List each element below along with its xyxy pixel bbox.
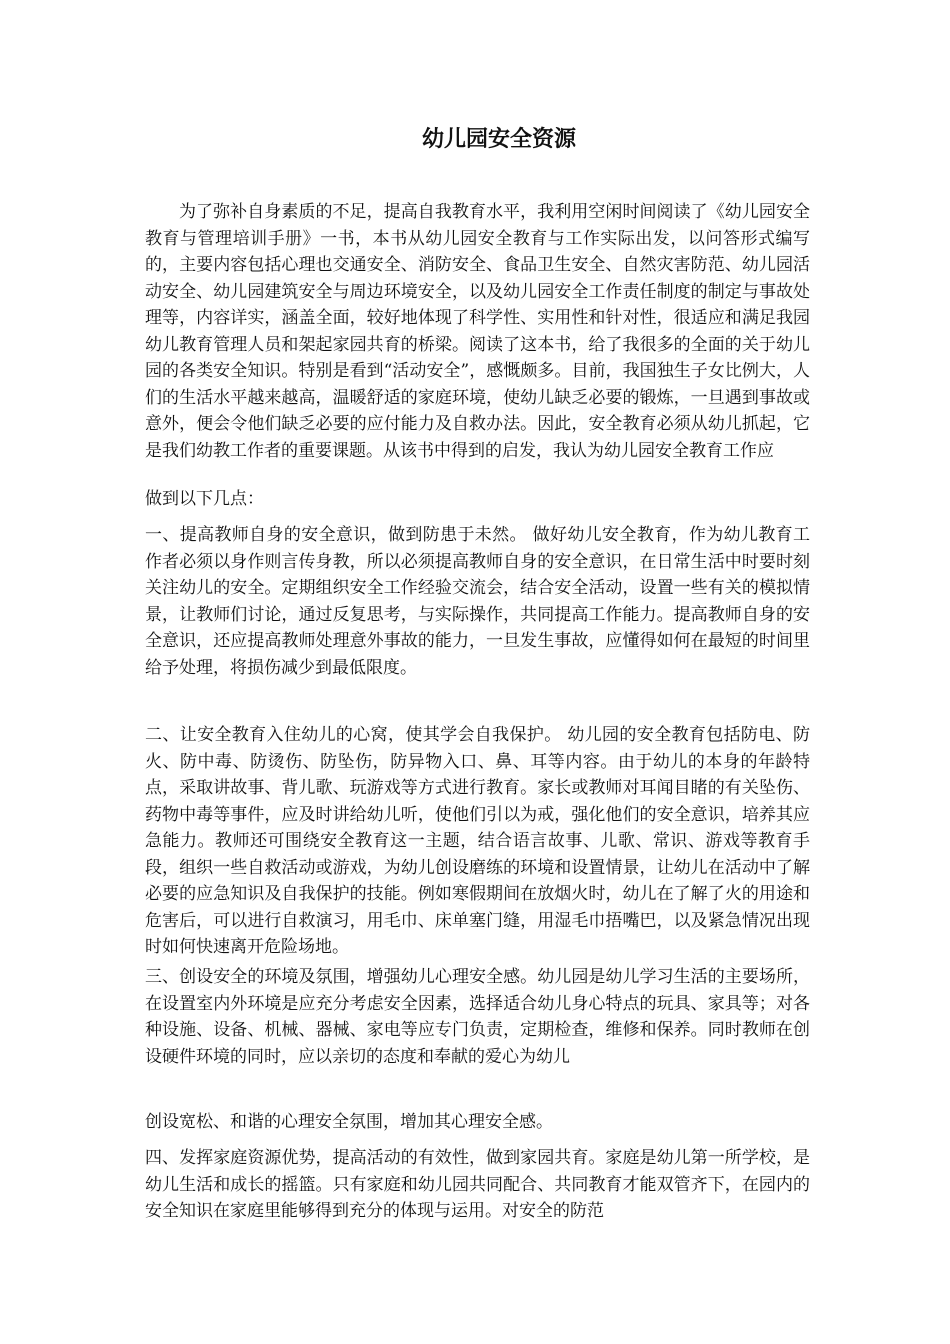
paragraph-intro: 为了弥补自身素质的不足，提高自我教育水平，我利用空闲时间阅读了《幼儿园安全教育与管理培训手册》一书，本书从幼儿园安全教育与工作实际出发，以问答形式编写的，主要内容包括心理也交通安全、消防安全、食品卫生安全、自然灾害防范、幼儿园活动安全、幼儿园建筑安全与周边环境安全，以及幼儿园安全工作责任制度的制定与事故处理等，内容详实，涵盖全面，较好地体现了科学性、实用性和针对性，很适应和满足我园幼儿教育管理人员和架起家园共育的桥梁。阅读了这本书，给了我很多的全面的关于幼儿园的各类安全知识。特别是看到“活动安全”，感慨颇多。目前，我国独生子女比例大，人们的生活水平越来越高，温暖舒适的家庭环境，使幼儿缺乏必要的锻炼，一旦遇到事故或意外，便会令他们缺乏必要的应付能力及自救办法。因此，安全教育必须从幼儿抓起，它是我们幼教工作者的重要课题。从该书中得到的启发，我认为幼儿园安全教育工作应 (145, 202, 810, 461)
paragraph-point-2: 二、让安全教育入住幼儿的心窝，使其学会自我保护。 幼儿园的安全教育包括防电、防火、防中毒、防烫伤、防坠伤，防异物入口、鼻、耳等内容。由于幼儿的本身的年龄特点，采取讲故事、背儿歌、玩游戏等方式进行教育。家长或教师对耳闻目睹的有关坠伤、药物中毒等事件，应及时讲给幼儿听，使他们引以为戒，强化他们的安全意识，培养其应急能力。教师还可围绕安全教育这一主题，结合语言故事、儿歌、常识、游戏等教育手段，组织一些自救活动或游戏，为幼儿创设磨练的环境和设置情景，让幼儿在活动中了解必要的应急知识及自我保护的技能。例如寒假期间在放烟火时，幼儿在了解了火的用途和危害后，可以进行自救演习，用毛巾、床单塞门缝，用湿毛巾捂嘴巴，以及紧急情况出现时如何快速离开危险场地。 (145, 725, 810, 957)
paragraph-point-1: 一、提高教师自身的安全意识，做到防患于未然。 做好幼儿安全教育，作为幼儿教育工作者必须以身作则言传身教，所以必须提高教师自身的安全意识，在日常生活中时要时刻关注幼儿的安全。定期组织安全工作经验交流会，结合安全活动，设置一些有关的模拟情景，让教师们讨论，通过反复思考，与实际操作，共同提高工作能力。提高教师自身的安全意识，还应提高教师处理意外事故的能力，一旦发生事故，应懂得如何在最短的时间里给予处理，将损伤减少到最低限度。 (145, 525, 810, 678)
paragraph-intro-tail: 做到以下几点： (145, 489, 264, 509)
document-title: 幼儿园安全资源 (421, 126, 576, 152)
paragraph-point-3: 三、创设安全的环境及氛围，增强幼儿心理安全感。幼儿园是幼儿学习生活的主要场所，在设置室内外环境是应充分考虑安全因素，选择适合幼儿身心特点的玩具、家具等；对各种设施、设备、机械、器械、家电等应专门负责，定期检查，维修和保养。同时教师在创设硬件环境的同时，应以亲切的态度和奉献的爱心为幼儿 (145, 967, 810, 1067)
paragraph-point-3-tail: 创设宽松、和谐的心理安全氛围，增加其心理安全感。 (145, 1112, 553, 1132)
paragraph-point-4: 四、发挥家庭资源优势，提高活动的有效性，做到家园共育。家庭是幼儿第一所学校，是幼儿生活和成长的摇篮。只有家庭和幼儿园共同配合、共同教育才能双管齐下，在园内的安全知识在家庭里能够得到充分的体现与运用。对安全的防范 (145, 1148, 810, 1221)
